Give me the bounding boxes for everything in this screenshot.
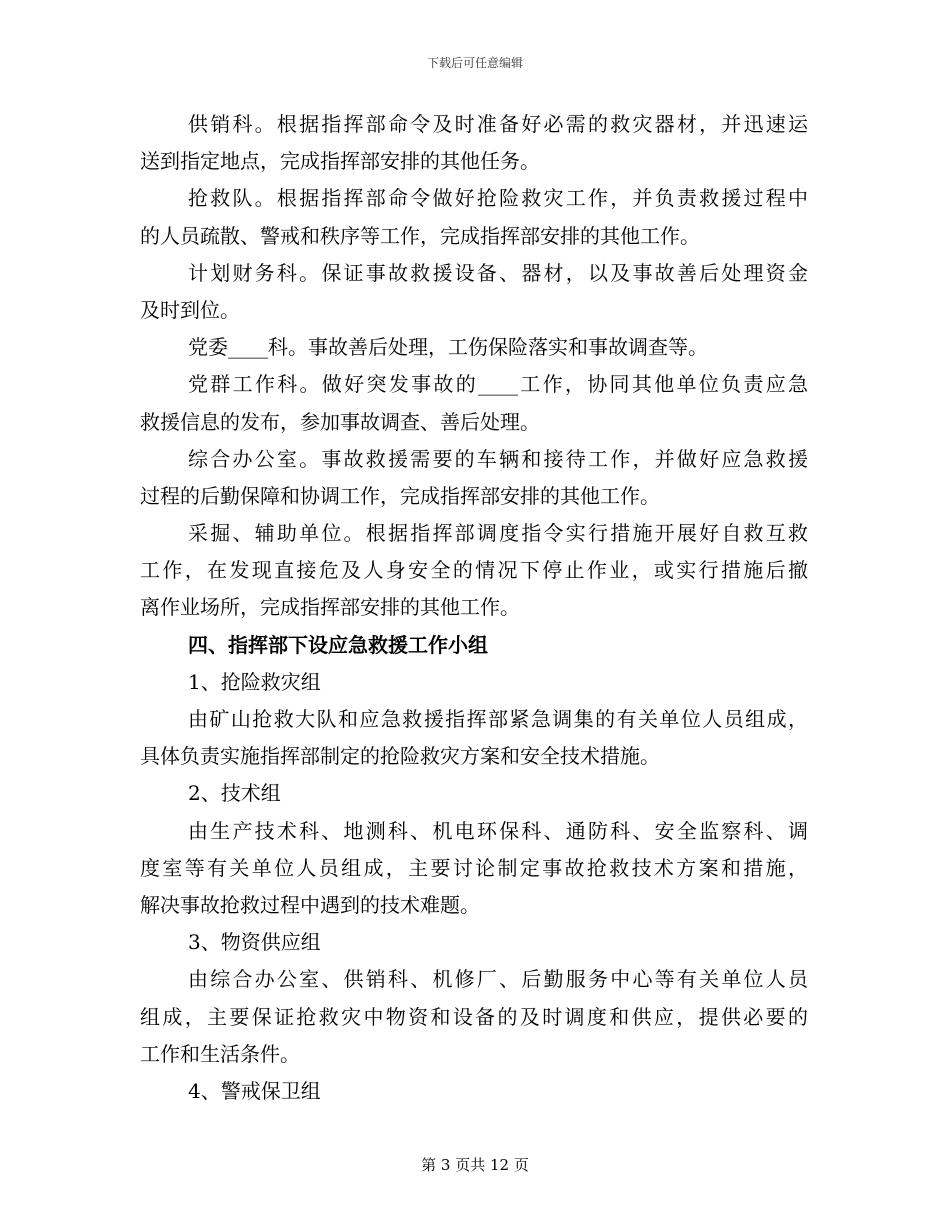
- text-line: 离作业场所，完成指挥部安排的其他工作。: [140, 595, 520, 620]
- text-line: 2、技术组: [188, 781, 281, 806]
- text-line: 救援信息的发布，参加事故调查、善后处理。: [140, 409, 540, 434]
- text-line: 度室等有关单位人员组成，主要讨论制定事故抢救技术方案和措施，: [140, 855, 808, 880]
- text-line: 抢救队。根据指挥部命令做好抢险救灾工作，并负责救援过程中: [188, 186, 808, 211]
- text-line: 及时到位。: [140, 297, 240, 322]
- text-line: 的人员疏散、警戒和秩序等工作，完成指挥部安排的其他工作。: [140, 223, 700, 248]
- text-line: 1、抢险救灾组: [188, 669, 321, 694]
- text-line: 由矿山抢救大队和应急救援指挥部紧急调集的有关单位人员组成，: [188, 707, 808, 731]
- text-line: 党委____科。事故善后处理，工伤保险落实和事故调查等。: [188, 335, 708, 360]
- section-heading: 四、指挥部下设应急救援工作小组: [188, 632, 488, 657]
- text-line: 工作，在发现直接危及人身安全的情况下停止作业，或实行措施后撤: [140, 558, 808, 583]
- text-line: 综合办公室。事故救援需要的车辆和接待工作，并做好应急救援: [188, 446, 808, 471]
- text-line: 4、警戒保卫组: [188, 1078, 321, 1103]
- text-line: 由综合办公室、供销科、机修厂、后勤服务中心等有关单位人员: [188, 967, 808, 992]
- text-line: 送到指定地点，完成指挥部安排的其他任务。: [140, 149, 540, 174]
- text-line: 工作和生活条件。: [140, 1041, 300, 1066]
- text-line: 由生产技术科、地测科、机电环保科、通防科、安全监察科、调: [188, 818, 808, 843]
- text-line: 3、物资供应组: [188, 930, 321, 955]
- text-line: 组成，主要保证抢救灾中物资和设备的及时调度和供应，提供必要的: [140, 1004, 808, 1029]
- page-header: 下载后可任意编辑: [426, 56, 523, 70]
- text-line: 党群工作科。做好突发事故的____工作，协同其他单位负责应急: [188, 372, 808, 397]
- text-line: 具体负责实施指挥部制定的抢险救灾方案和安全技术措施。: [140, 744, 660, 769]
- text-line: 供销科。根据指挥部命令及时准备好必需的救灾器材，并迅速运: [188, 112, 808, 136]
- text-line: 计划财务科。保证事故救援设备、器材，以及事故善后处理资金: [188, 260, 808, 285]
- text-line: 过程的后勤保障和协调工作，完成指挥部安排的其他工作。: [140, 483, 660, 508]
- text-line: 解决事故抢救过程中遇到的技术难题。: [140, 892, 480, 917]
- document-body: [140, 106, 808, 1110]
- page-footer: 第 3 页共 12 页: [421, 1156, 529, 1174]
- text-line: 采掘、辅助单位。根据指挥部调度指令实行措施开展好自救互救: [188, 521, 808, 546]
